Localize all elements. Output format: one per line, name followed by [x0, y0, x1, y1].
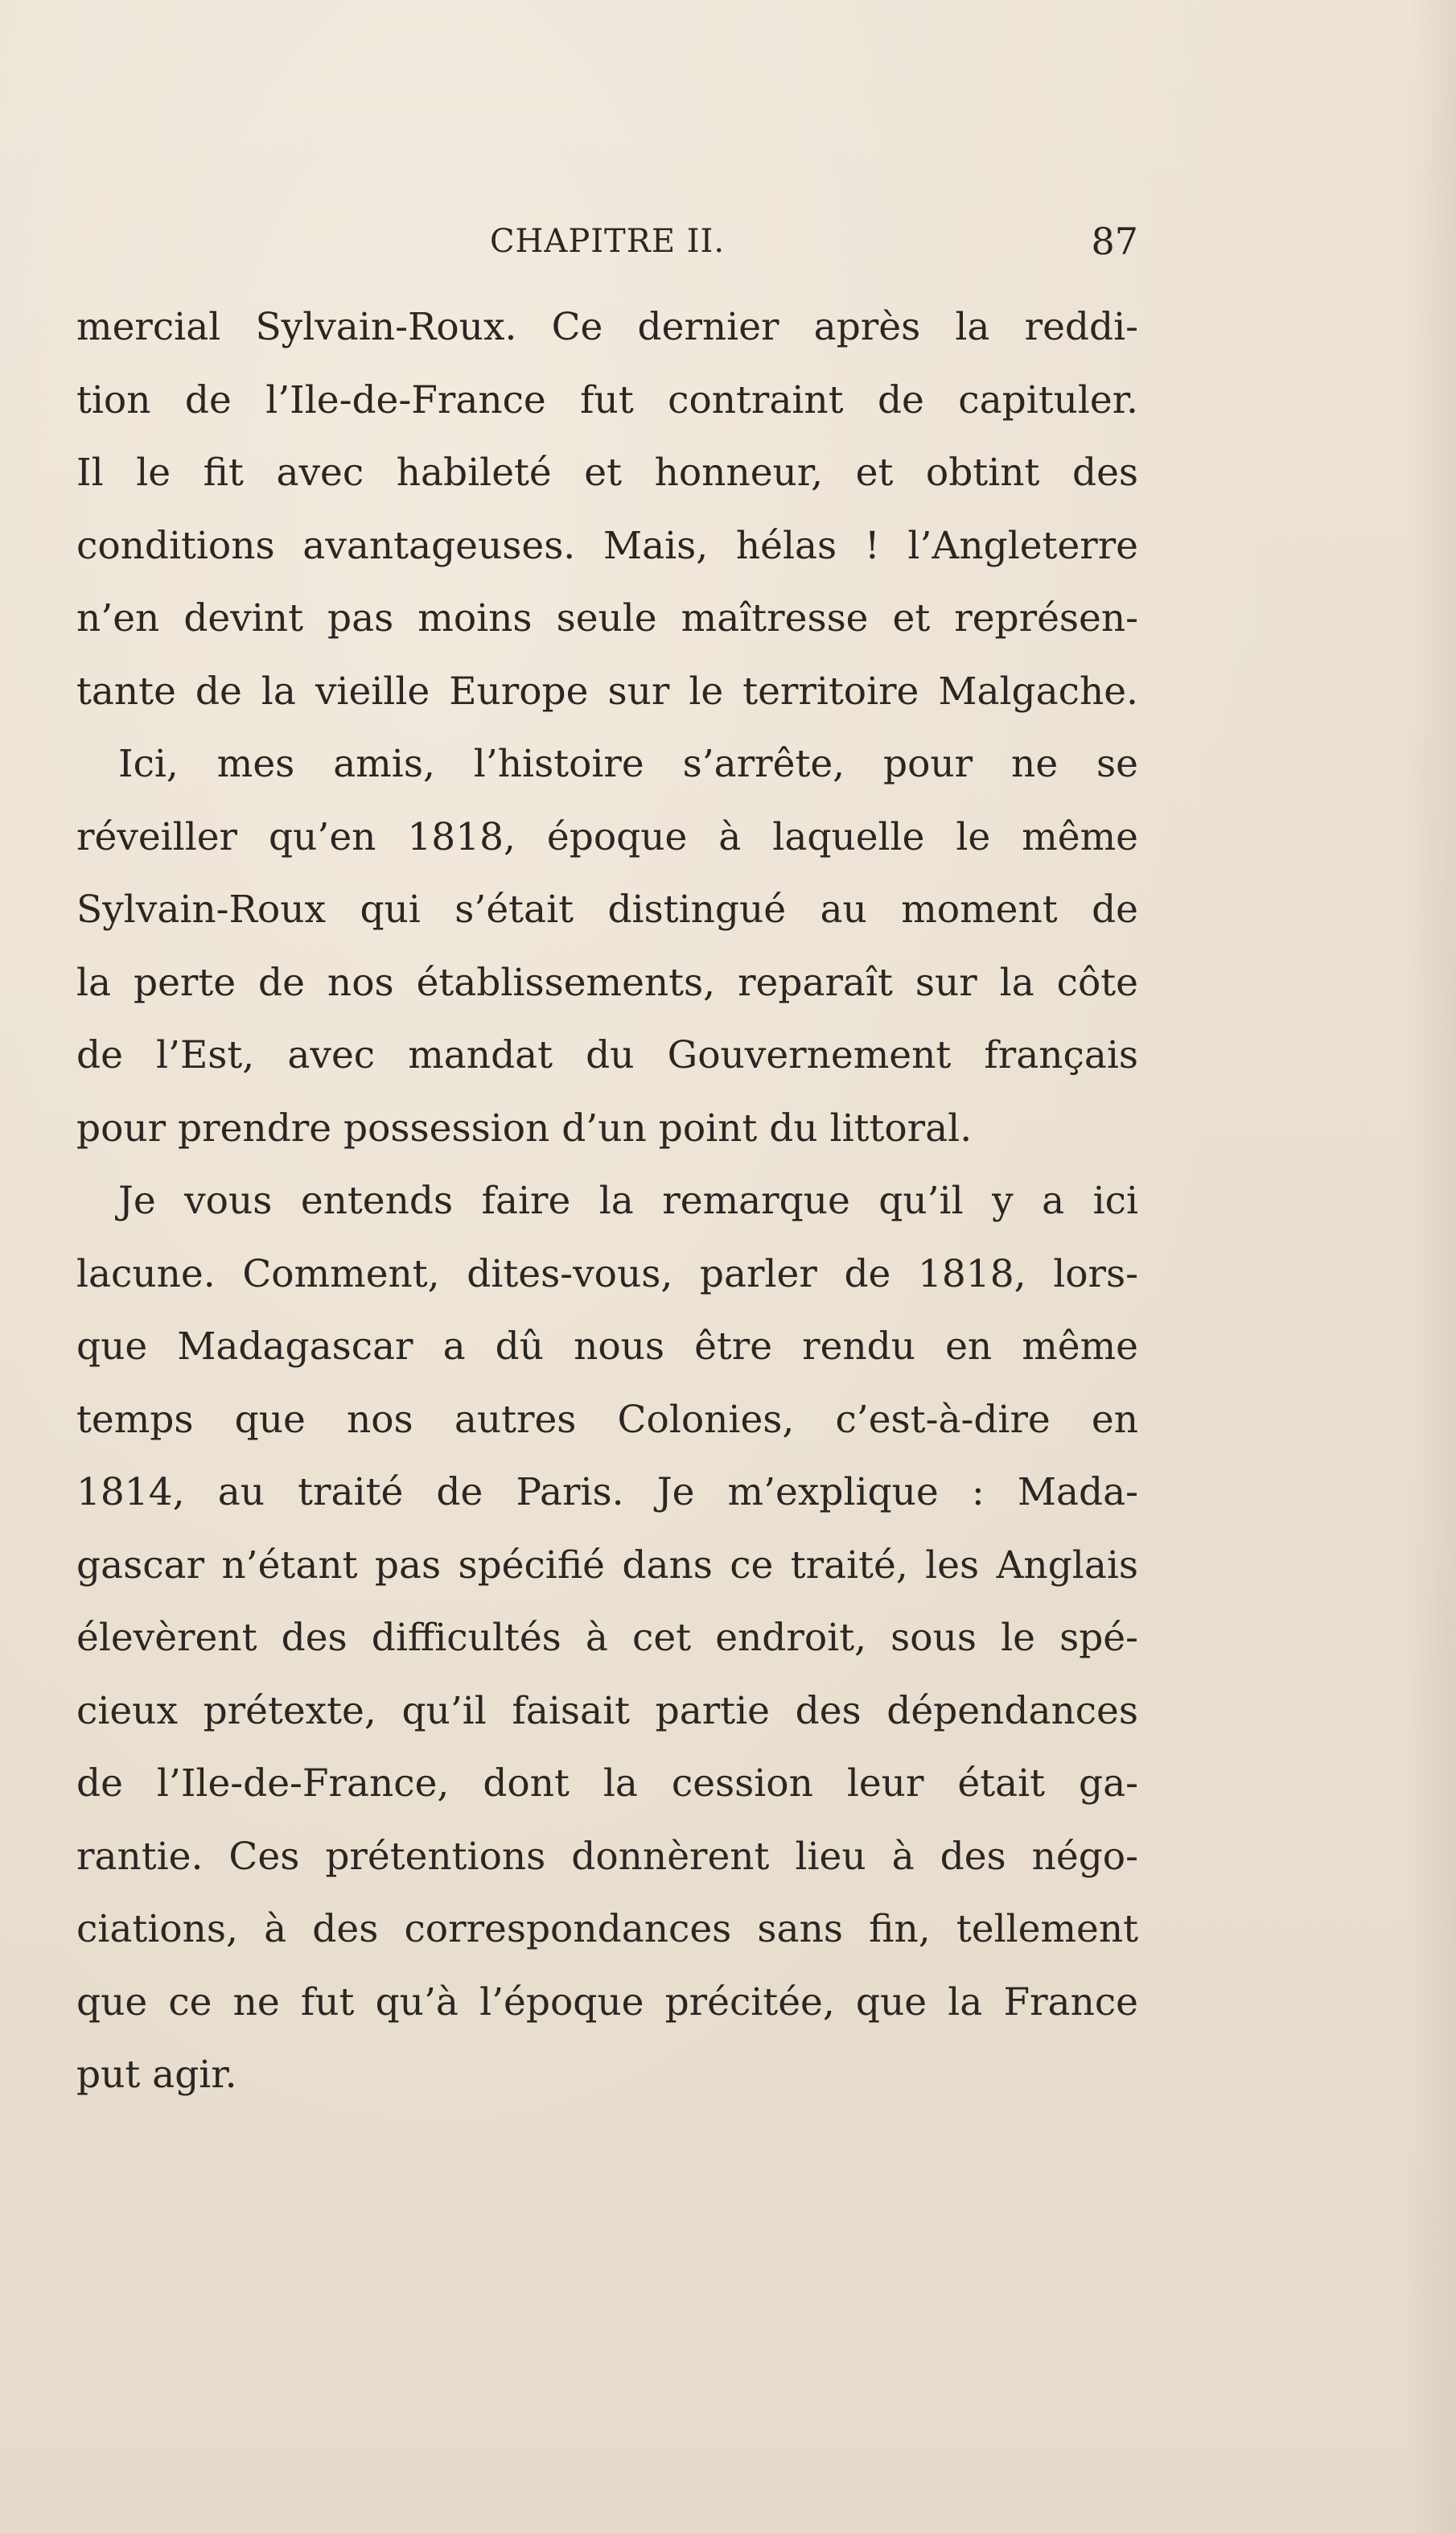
chapter-heading: CHAPITRE II.	[489, 223, 726, 260]
text-line: ciations, à des correspondances sans fin, tellement	[76, 1907, 1138, 1951]
text-line: cieux prétexte, qu’il faisait partie des dépendances	[76, 1688, 1138, 1733]
text-line: mercial Sylvain-Roux. Ce dernier après la reddi-	[76, 305, 1138, 349]
page-number: 87	[1091, 220, 1138, 263]
body-text	[76, 291, 1138, 2112]
text-line: Sylvain-Roux qui s’était distingué au moment de	[76, 888, 1138, 932]
text-line: Je vous entends faire la remarque qu’il y a ici	[118, 1179, 1138, 1223]
text-line: rantie. Ces prétentions donnèrent lieu à des négo-	[76, 1834, 1138, 1879]
page-edge-shading	[1408, 0, 1456, 2533]
running-head	[76, 217, 1138, 266]
text-line: réveiller qu’en 1818, époque à laquelle le même	[76, 814, 1138, 859]
text-line: de l’Est, avec mandat du Gouvernement français	[76, 1033, 1138, 1077]
text-line: n’en devint pas moins seule maîtresse et représen-	[76, 596, 1138, 640]
text-line: 1814, au traité de Paris. Je m’explique : Mada-	[76, 1470, 1138, 1514]
text-line: que ce ne fut qu’à l’époque précitée, que la France	[76, 1979, 1138, 2024]
text-line: temps que nos autres Colonies, c’est-à-dire en	[76, 1397, 1138, 1442]
text-line: lacune. Comment, dites-vous, parler de 1818, lors-	[76, 1251, 1138, 1296]
text-line: tante de la vieille Europe sur le territoire Malgache.	[76, 669, 1138, 714]
text-line: tion de l’Ile-de-France fut contraint de capituler.	[76, 377, 1138, 422]
text-line: élevèrent des difficultés à cet endroit, sous le spé-	[76, 1616, 1138, 1660]
text-line: put agir.	[76, 2053, 237, 2097]
text-line: conditions avantageuses. Mais, hélas ! l’Angleterre	[76, 523, 1138, 568]
text-line: Il le fit avec habileté et honneur, et obtint des	[76, 451, 1138, 495]
text-line: que Madagascar a dû nous être rendu en même	[76, 1324, 1138, 1369]
text-line: pour prendre possession d’un point du littoral.	[76, 1106, 973, 1151]
text-line: la perte de nos établissements, reparaît sur la côte	[76, 960, 1138, 1005]
text-line: de l’Ile-de-France, dont la cession leur était ga-	[76, 1761, 1138, 1806]
text-line: Ici, mes amis, l’histoire s’arrête, pour ne se	[118, 742, 1138, 786]
text-line: gascar n’étant pas spécifié dans ce traité, les Anglais	[76, 1542, 1138, 1588]
